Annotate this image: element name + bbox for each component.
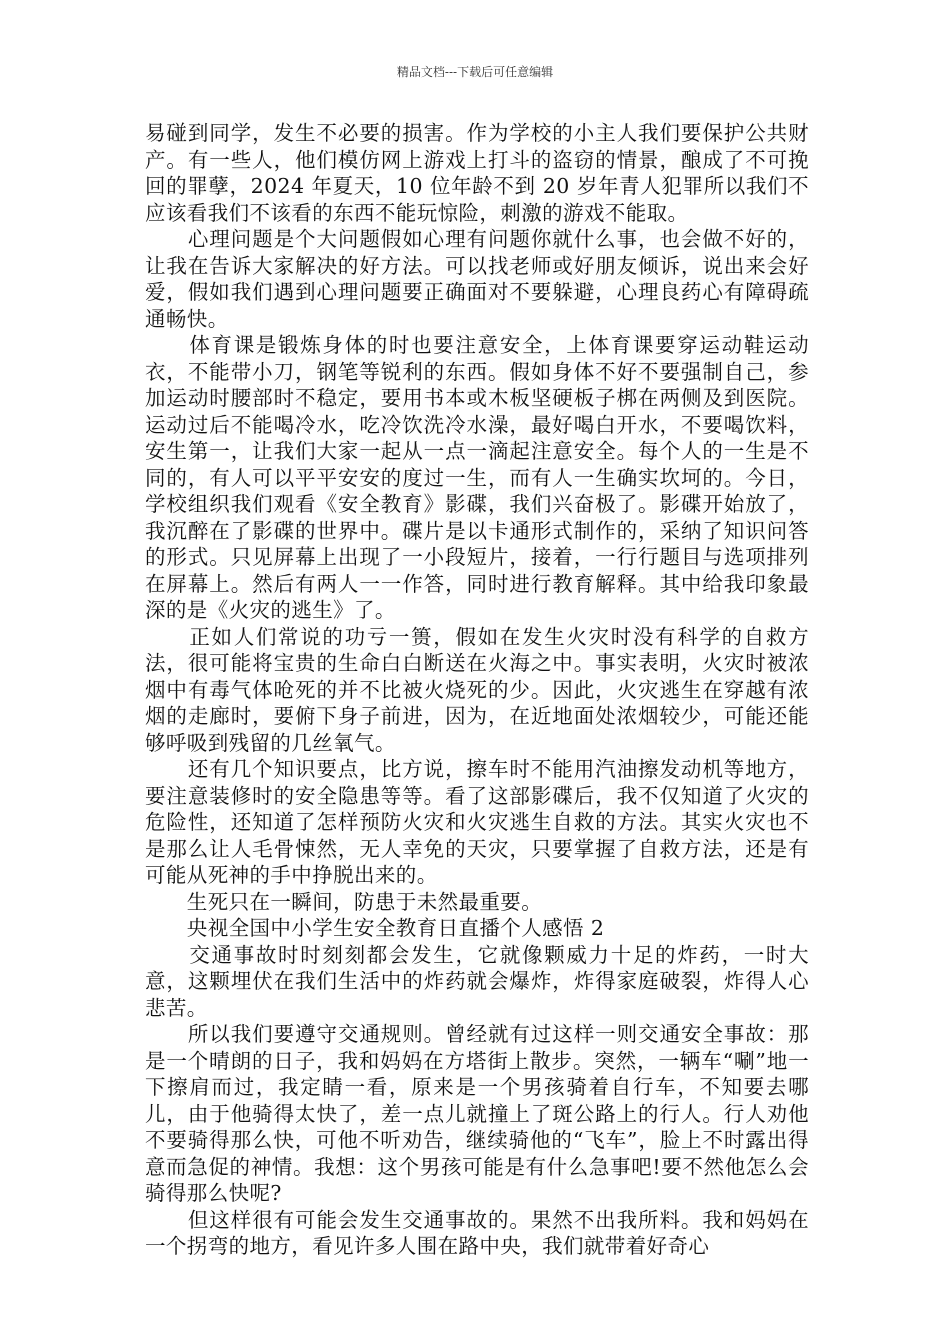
paragraph-6: 生死只在一瞬间，防患于未然最重要。 <box>145 889 543 914</box>
paragraph-9: 但这样很有可能会发生交通事故的。果然不出我所料。我和妈妈在一个拐弯的地方，看见许多人围在路中央，我们就带着好奇心 <box>145 1207 809 1258</box>
paragraph-3: 体育课是锻炼身体的时也要注意安全，上体育课要穿运动鞋运动衣，不能带小刀，钢笔等锐利的东西。假如身体不好不要强制自己，参加运动时腰部时不稳定，要用书本或木板坚硬板子梆在两侧及到医院。运动过后不能喝冷水，吃冷饮洗冷水澡，最好喝白开水，不要喝饮料，安生第一，让我们大家一起从一点一滴起注意安全。每个人的一生是不同的，有人可以平平安安的度过一生，而有人一生确实坎坷的。今日，学校组织我们观看《安全教育》影碟，我们兴奋极了。影碟开始放了，我沉醉在了影碟的世界中。碟片是以卡通形式制作的，采纳了知识问答的形式。只见屏幕上出现了一小段短片，接着，一行行题目与选项排列在屏幕上。然后有两人一一作答，同时进行教育解释。其中给我印象最深的是《火灾的逃生》了。 <box>145 333 809 622</box>
page-header: 精品文档---下载后可任意编辑 <box>396 65 554 79</box>
paragraph-4: 正如人们常说的功亏一篑，假如在发生火灾时没有科学的自救方法，很可能将宝贵的生命白白断送在火海之中。事实表明，火灾时被浓烟中有毒气体呛死的并不比被火烧死的少。因此，火灾逃生在穿越有浓烟的走廊时，要俯下身子前进，因为，在近地面处浓烟较少，可能还能够呼吸到残留的几丝氧气。 <box>145 624 809 755</box>
paragraph-8: 所以我们要遵守交通规则。曾经就有过这样一则交通安全事故：那是一个晴朗的日子，我和妈妈在方塔街上散步。突然，一辆车“唰”地一下擦肩而过，我定睛一看，原来是一个男孩骑着自行车，不知要去哪儿，由于他骑得太快了，差一点儿就撞上了斑公路上的行人。行人劝他不要骑得那么快，可他不听劝告，继续骑他的“飞车”，脸上不时露出得意而急促的神情。我想：这个男孩可能是有什么急事吧!要不然他怎么会骑得那么快呢? <box>145 1022 809 1205</box>
section-heading: 央视全国中小学生安全教育日直播个人感悟 2 <box>145 916 605 940</box>
paragraph-7: 交通事故时时刻刻都会发生，它就像颗威力十足的炸药，一时大意，这颗埋伏在我们生活中的炸药就会爆炸，炸得家庭破裂，炸得人心悲苦。 <box>145 942 809 1020</box>
paragraph-1: 易碰到同学，发生不必要的损害。作为学校的小主人我们要保护公共财产。有一些人，他们模仿网上游戏上打斗的盗窃的情景，酿成了不可挽回的罪孽，2024 年夏天，10 位年龄不到 20 岁年青人犯罪所以我们不应该看我们不该看的东西不能玩惊险，刺激的游戏不能取。 <box>145 121 809 225</box>
paragraph-2: 心理问题是个大问题假如心理有问题你就什么事，也会做不好的，让我在告诉大家解决的好方法。可以找老师或好朋友倾诉，说出来会好爱，假如我们遇到心理问题要正确面对不要躲避，心理良药心有障碍疏通畅快。 <box>145 227 809 331</box>
document-body <box>145 120 809 1260</box>
paragraph-5: 还有几个知识要点，比方说，擦车时不能用汽油擦发动机等地方，要注意装修时的安全隐患等等。看了这部影碟后，我不仅知道了火灾的危险性，还知道了怎样预防火灾和火灾逃生自救的方法。其实火灾也不是那么让人毛骨悚然，无人幸免的天灾，只要掌握了自救方法，还是有可能从死神的手中挣脱出来的。 <box>145 757 809 887</box>
